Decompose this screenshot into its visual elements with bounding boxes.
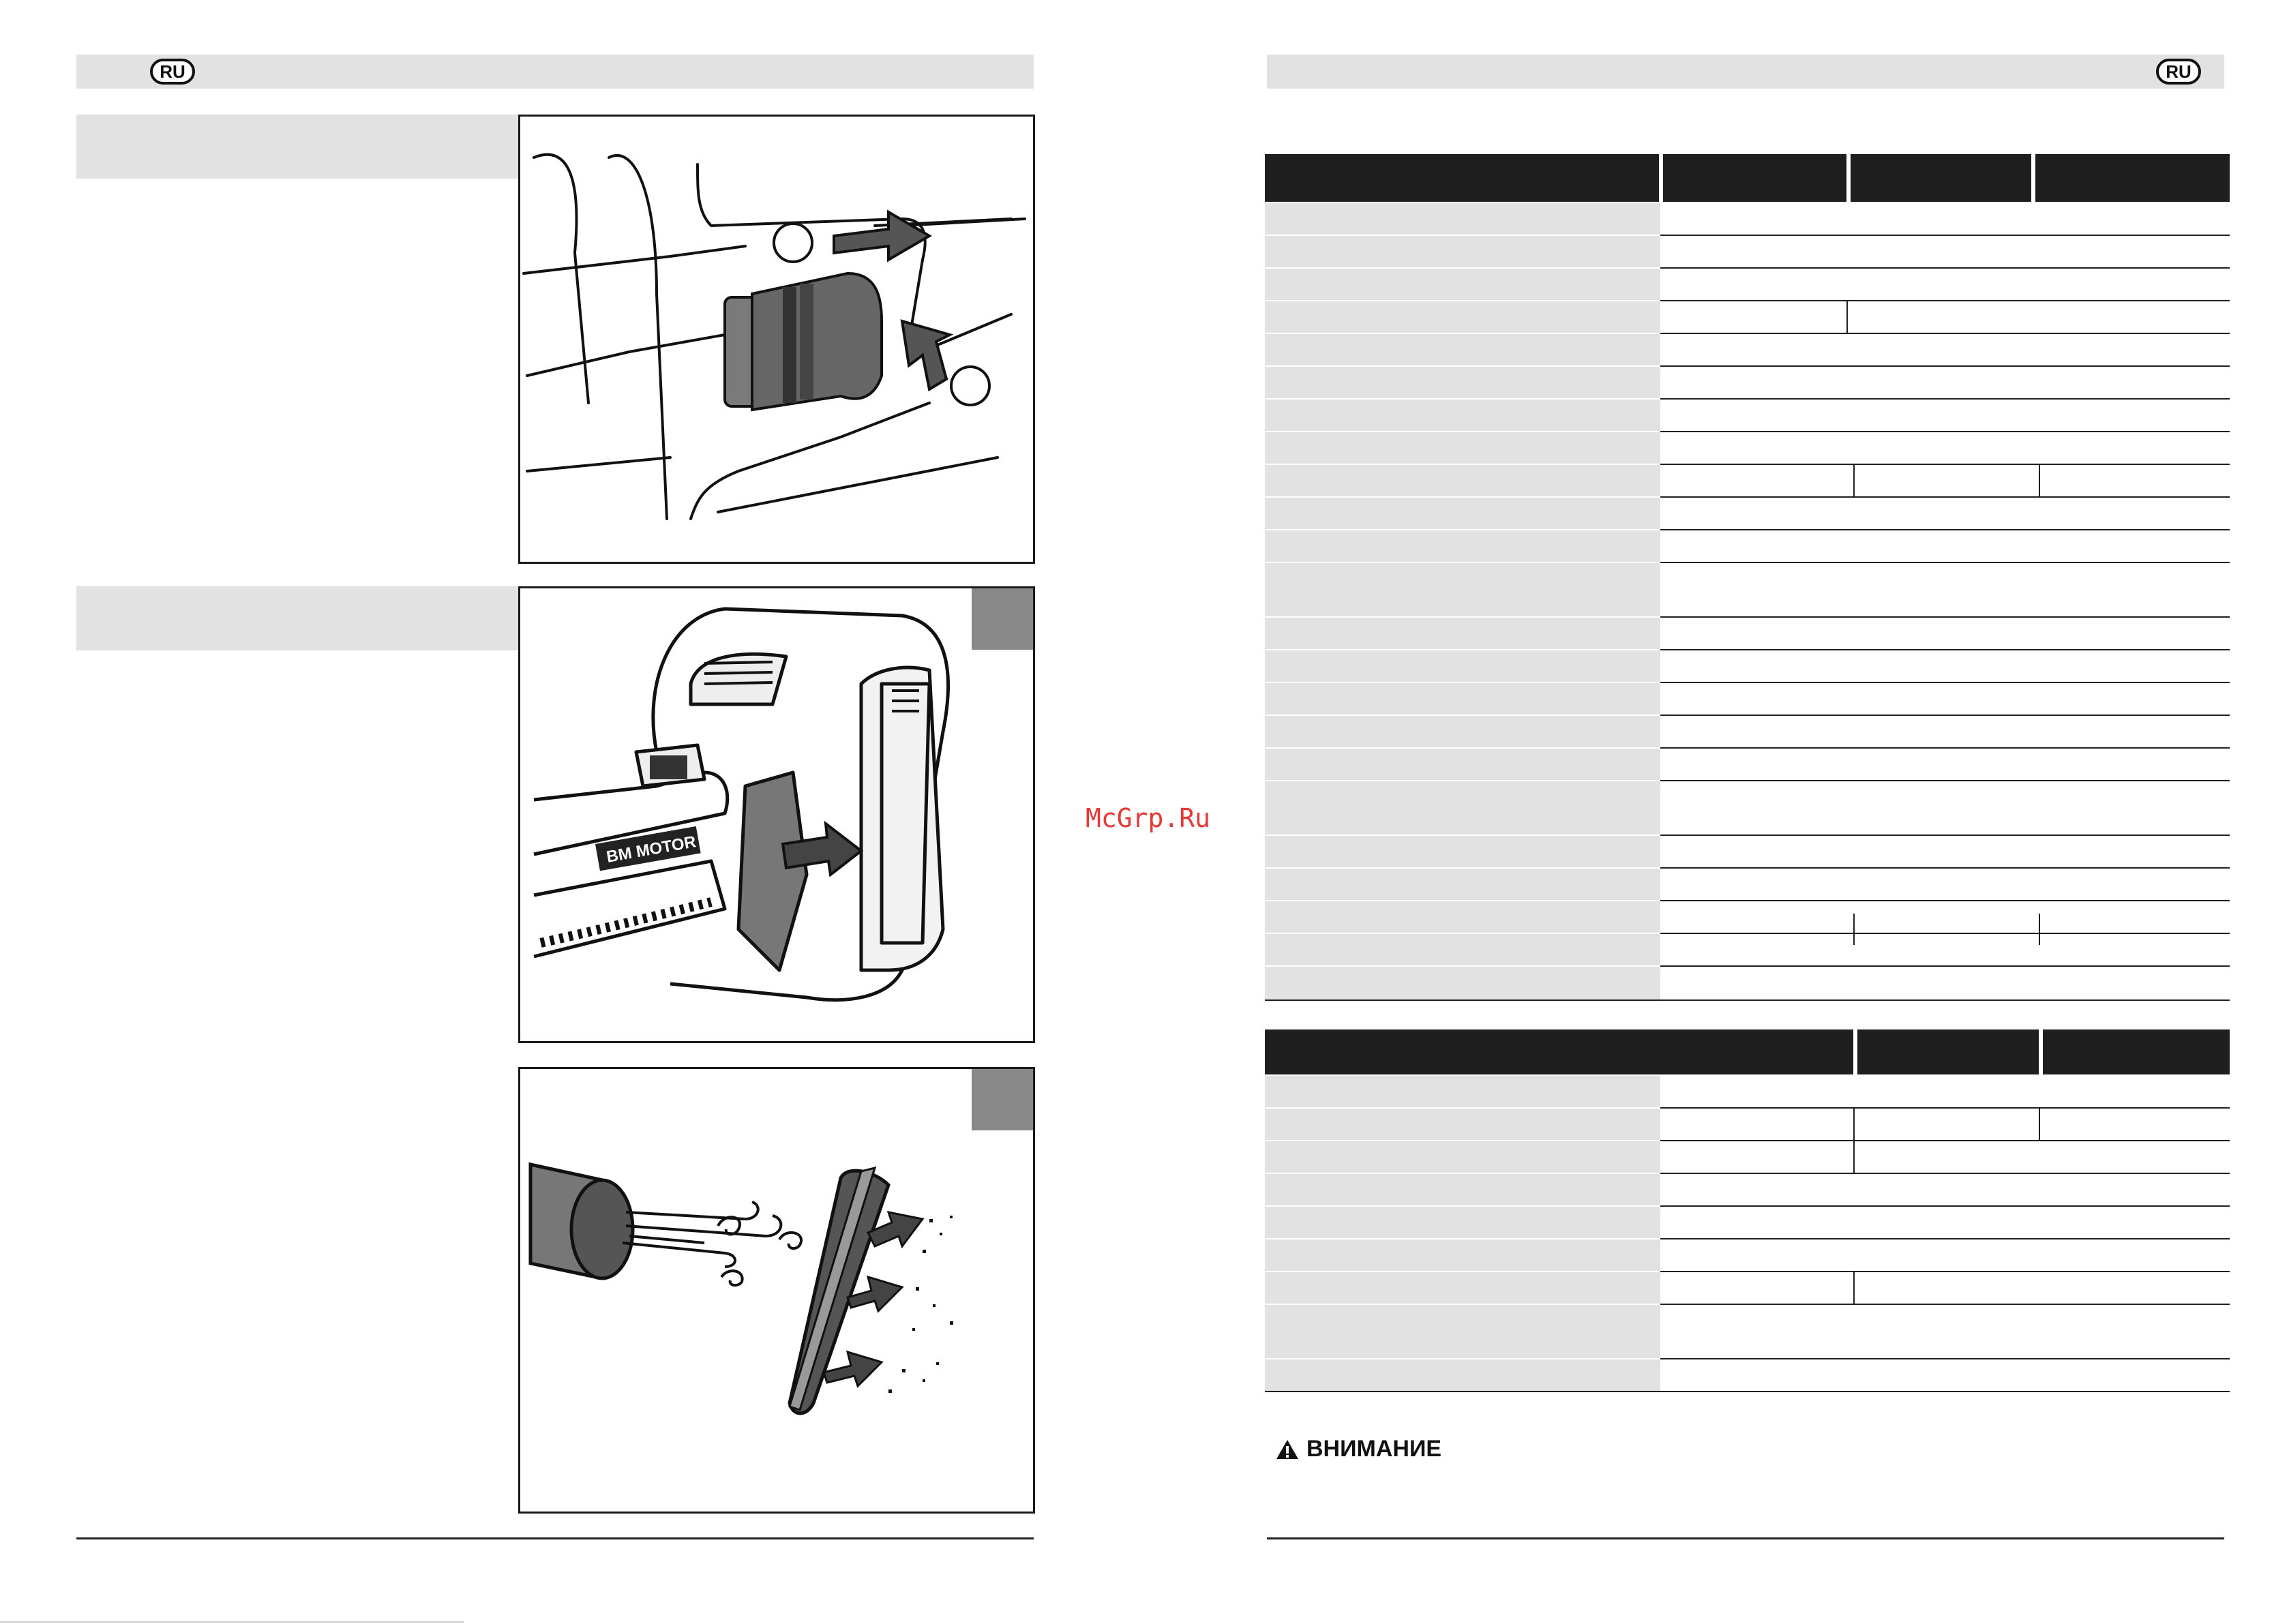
- row-label-19: [1265, 836, 1660, 867]
- table-bottom-rule: [1265, 1391, 2230, 1392]
- t2-row-label-2: [1265, 1109, 1660, 1140]
- row-label-18: [1265, 781, 1660, 834]
- switch-lock-figure: [518, 115, 1035, 564]
- left-page-header-bar: [76, 55, 1034, 89]
- row-label-1: [1265, 203, 1660, 235]
- left-page-bottom-hairline: [0, 1621, 464, 1623]
- left-language-badge: RU: [150, 59, 195, 85]
- row-rule: [1660, 747, 2230, 749]
- row-rule: [1660, 529, 2230, 530]
- row-rule: [1660, 780, 2230, 781]
- cell-divider: [2039, 914, 2040, 945]
- row-rule: [1660, 649, 2230, 650]
- row-rule: [1660, 267, 2230, 269]
- row-rule: [1660, 1173, 2230, 1174]
- row-label-21: [1265, 901, 1660, 933]
- row-label-16: [1265, 716, 1660, 747]
- right-language-badge: RU: [2156, 59, 2201, 85]
- spec-table-2-header: [1265, 1029, 2230, 1074]
- row-label-6: [1265, 367, 1660, 398]
- spec-table-2-header-divider-1: [1853, 1029, 1857, 1074]
- row-rule: [1660, 496, 2230, 498]
- row-rule: [1660, 300, 2230, 301]
- cell-divider: [2039, 465, 2040, 496]
- spec-table-1-header-divider-2: [1846, 154, 1851, 202]
- row-rule: [1660, 965, 2230, 967]
- row-rule: [1660, 682, 2230, 683]
- row-rule: [1660, 616, 2230, 618]
- row-label-13: [1265, 618, 1660, 649]
- spec-table-1-header-divider-3: [2031, 154, 2035, 202]
- row-label-4: [1265, 301, 1660, 333]
- warning-triangle-icon: [1275, 1439, 1300, 1460]
- row-label-22: [1265, 934, 1660, 965]
- cell-divider: [1853, 1141, 1855, 1173]
- battery-removal-drawing: [520, 588, 1033, 1041]
- row-label-5: [1265, 334, 1660, 365]
- row-label-23: [1265, 967, 1660, 999]
- right-page-footer-rule: [1267, 1537, 2224, 1539]
- row-rule: [1660, 431, 2230, 432]
- section-heading-box-2: [76, 586, 518, 650]
- figure-tag-3: [972, 1069, 1033, 1130]
- motor-brand-label: BM MOTOR: [605, 832, 698, 867]
- t2-row-label-3: [1265, 1141, 1660, 1173]
- row-rule: [1660, 900, 2230, 901]
- row-rule: [1660, 464, 2230, 465]
- left-page-footer-rule: [76, 1537, 1034, 1539]
- vent-cleaning-drawing: [520, 1069, 1033, 1512]
- row-label-17: [1265, 749, 1660, 780]
- row-rule: [1660, 562, 2230, 563]
- cell-divider: [1853, 1109, 1855, 1140]
- row-rule: [1660, 365, 2230, 367]
- row-rule: [1660, 933, 2230, 934]
- row-rule: [1660, 1140, 2230, 1141]
- row-label-7: [1265, 400, 1660, 431]
- spec-table-1-header: [1265, 154, 2230, 202]
- row-rule: [1660, 715, 2230, 716]
- table-bottom-rule: [1265, 999, 2230, 1001]
- warning-label: ВНИМАНИЕ: [1306, 1436, 1442, 1462]
- cell-divider: [1846, 301, 1848, 333]
- row-label-14: [1265, 650, 1660, 682]
- row-rule: [1660, 1238, 2230, 1239]
- row-label-15: [1265, 683, 1660, 715]
- row-label-10: [1265, 498, 1660, 529]
- cell-divider: [1853, 914, 1855, 945]
- t2-row-label-6: [1265, 1239, 1660, 1271]
- t2-row-label-8: [1265, 1305, 1660, 1358]
- spec-table-1: [1265, 154, 2230, 1013]
- figure-tag-2: [972, 588, 1033, 650]
- row-rule: [1660, 333, 2230, 334]
- row-label-8: [1265, 432, 1660, 464]
- row-label-2: [1265, 236, 1660, 267]
- cell-divider: [1853, 1272, 1855, 1304]
- section-heading-box-1: [76, 115, 518, 179]
- cell-divider: [2039, 1109, 2040, 1140]
- row-label-3: [1265, 269, 1660, 300]
- row-rule: [1660, 1358, 2230, 1359]
- row-label-12: [1265, 563, 1660, 616]
- t2-row-label-9: [1265, 1359, 1660, 1391]
- t2-row-label-5: [1265, 1207, 1660, 1238]
- t2-row-label-1: [1265, 1076, 1660, 1107]
- row-rule: [1660, 867, 2230, 869]
- cell-divider: [1853, 465, 1855, 496]
- right-page-header-bar: [1267, 55, 2224, 89]
- vent-cleaning-figure: [518, 1067, 1035, 1514]
- spec-table-2-header-divider-2: [2039, 1029, 2043, 1074]
- battery-removal-figure: [518, 586, 1035, 1043]
- row-rule: [1660, 834, 2230, 836]
- row-rule: [1660, 1304, 2230, 1305]
- row-rule: [1660, 235, 2230, 236]
- spec-table-2: [1265, 1029, 2230, 1398]
- warning-heading: [1275, 1436, 1441, 1462]
- row-label-20: [1265, 869, 1660, 900]
- row-rule: [1660, 1205, 2230, 1207]
- row-label-9: [1265, 465, 1660, 496]
- spec-table-1-header-divider-1: [1659, 154, 1663, 202]
- t2-row-label-4: [1265, 1174, 1660, 1205]
- row-rule: [1660, 1271, 2230, 1272]
- row-rule: [1660, 1107, 2230, 1109]
- t2-row-label-7: [1265, 1272, 1660, 1304]
- switch-lock-drawing: [520, 117, 1033, 562]
- row-label-11: [1265, 530, 1660, 562]
- row-rule: [1660, 398, 2230, 400]
- watermark-text: McGrp.Ru: [1086, 803, 1211, 833]
